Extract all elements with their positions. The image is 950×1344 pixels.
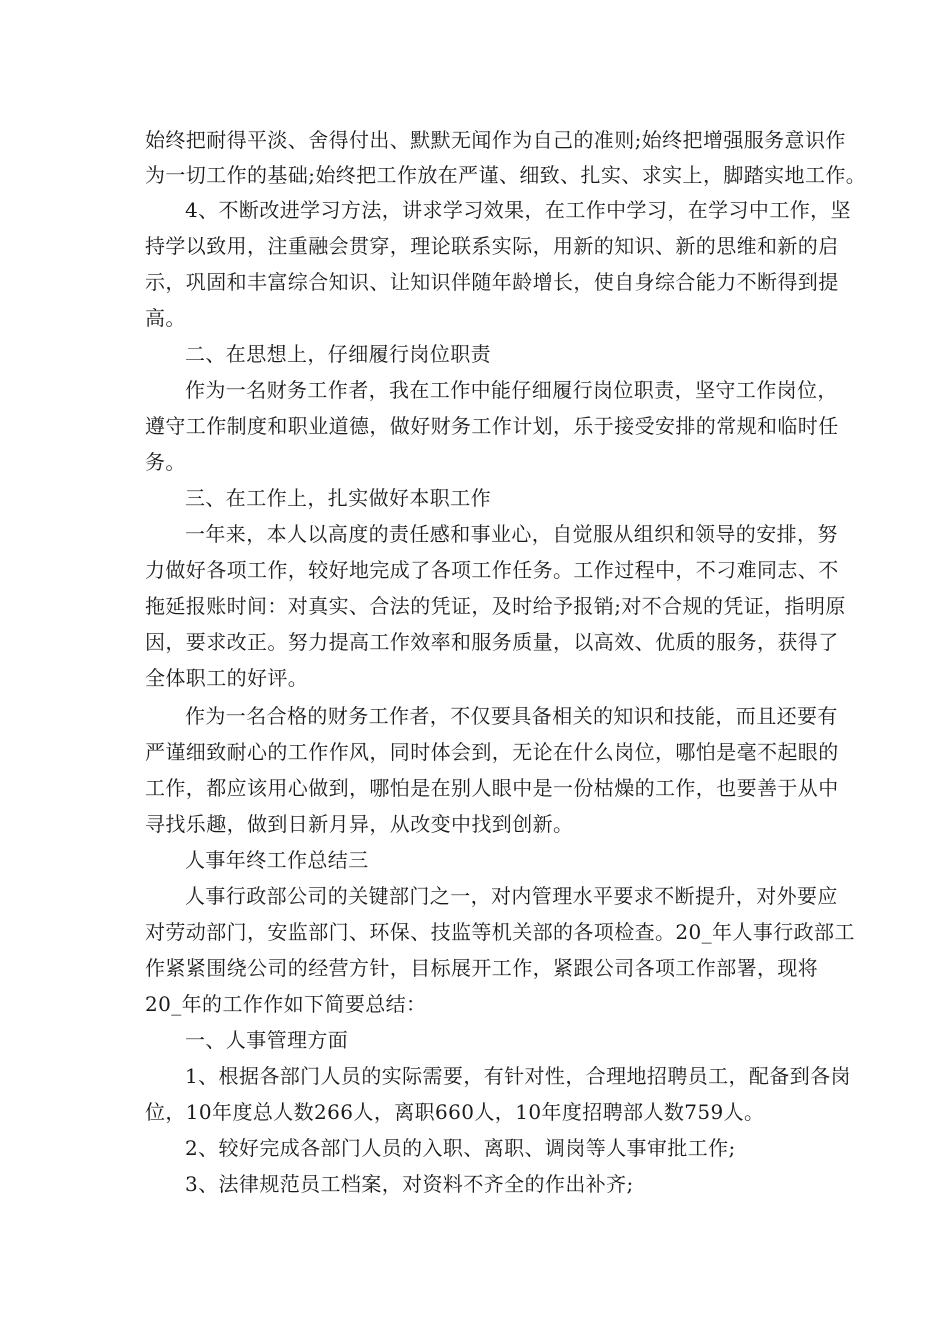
text-line: 4、不断改进学习方法，讲求学习效果，在工作中学习，在学习中工作，坚 xyxy=(185,198,851,222)
text-line: 始终把耐得平淡、舍得付出、默默无闻作为自己的准则;始终把增强服务意识作 xyxy=(145,128,846,152)
text-line: 力做好各项工作，较好地完成了各项工作任务。工作过程中，不刁难同志、不 xyxy=(145,558,839,582)
text-line: 20_年的工作作如下简要总结： xyxy=(145,992,427,1016)
text-line: 作紧紧围绕公司的经营方针，目标展开工作，紧跟公司各项工作部署，现将 xyxy=(145,956,819,980)
section-heading: 一、人事管理方面 xyxy=(185,1028,349,1052)
text-line: 因，要求改正。努力提高工作效率和服务质量，以高效、优质的服务，获得了 xyxy=(145,630,839,654)
text-line: 对劳动部门，安监部门、环保、技监等机关部的各项检查。20_年人事行政部工 xyxy=(145,920,855,944)
text-line: 示，巩固和丰富综合知识、让知识伴随年龄增长，使自身综合能力不断得到提 xyxy=(145,270,839,294)
text-line: 拖延报账时间：对真实、合法的凭证，及时给予报销;对不合规的凭证，指明原 xyxy=(145,594,846,618)
text-line: 严谨细致耐心的工作作风，同时体会到，无论在什么岗位，哪怕是毫不起眼的 xyxy=(145,740,839,764)
section-heading: 三、在工作上，扎实做好本职工作 xyxy=(185,486,491,510)
text-line: 作为一名财务工作者，我在工作中能仔细履行岗位职责，坚守工作岗位， xyxy=(185,378,838,402)
text-line: 遵守工作制度和职业道德，做好财务工作计划，乐于接受安排的常规和临时任 xyxy=(145,414,839,438)
text-line: 务。 xyxy=(145,450,186,474)
text-line: 为一切工作的基础;始终把工作放在严谨、细致、扎实、求实上，脚踏实地工作。 xyxy=(145,163,867,187)
text-line: 1、根据各部门人员的实际需要，有针对性，合理地招聘员工，配备到各岗 xyxy=(185,1064,851,1088)
section-heading: 人事年终工作总结三 xyxy=(185,848,369,872)
text-line: 全体职工的好评。 xyxy=(145,666,309,690)
text-line: 3、法律规范员工档案，对资料不齐全的作出补齐; xyxy=(185,1172,634,1196)
text-line: 一年来，本人以高度的责任感和事业心，自觉服从组织和领导的安排，努 xyxy=(185,522,838,546)
text-line: 寻找乐趣，做到日新月异，从改变中找到创新。 xyxy=(145,812,574,836)
text-line: 高。 xyxy=(145,306,186,330)
text-line: 作为一名合格的财务工作者，不仅要具备相关的知识和技能，而且还要有 xyxy=(185,704,838,728)
text-line: 2、较好完成各部门人员的入职、离职、调岗等人事审批工作; xyxy=(185,1136,736,1160)
section-heading: 二、在思想上，仔细履行岗位职责 xyxy=(185,342,491,366)
text-line: 人事行政部公司的关键部门之一，对内管理水平要求不断提升，对外要应 xyxy=(185,884,838,908)
text-line: 位，10年度总人数266人，离职660人，10年度招聘部人数759人。 xyxy=(145,1100,765,1124)
text-line: 持学以致用，注重融会贯穿，理论联系实际，用新的知识、新的思维和新的启 xyxy=(145,234,839,258)
text-line: 工作，都应该用心做到，哪怕是在别人眼中是一份枯燥的工作，也要善于从中 xyxy=(145,776,839,800)
